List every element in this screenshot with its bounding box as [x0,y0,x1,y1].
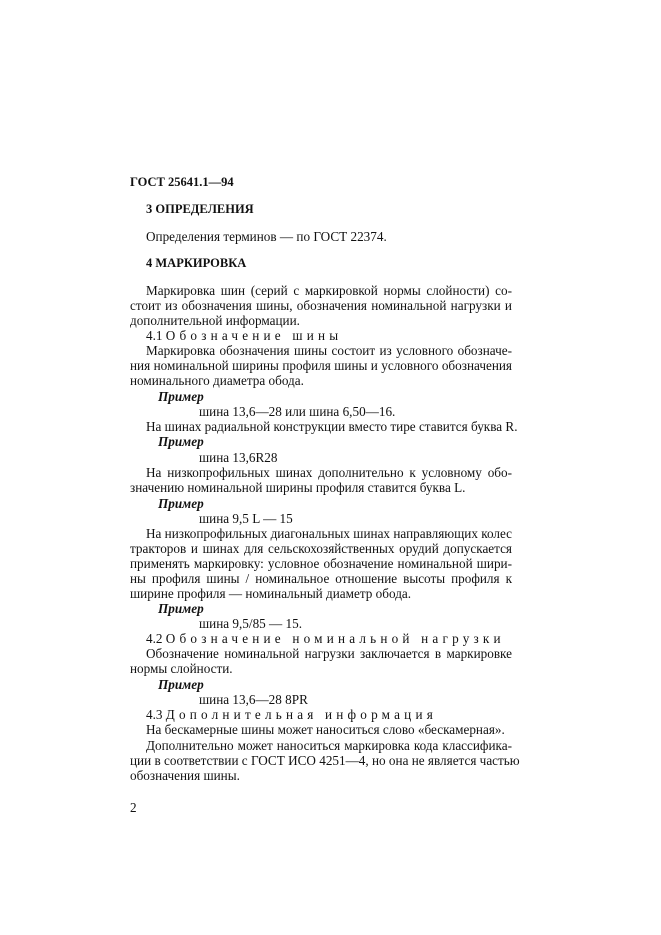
paragraph-line: применять маркировку: условное обозначение номинальной шири- [130,556,512,571]
paragraph-line: Дополнительно может наноситься маркировка кода классифика- [146,738,512,753]
paragraph-line: ния номинальной ширины профиля шины и условного обозначения [130,358,512,373]
example-value: шина 13,6—28 или шина 6,50—16. [199,404,396,419]
paragraph-line: Маркировка шин (серий с маркировкой нормы слойности) со- [146,283,512,298]
example-label: Пример [158,434,204,449]
subsection-title: Обозначение шины [165,328,343,343]
paragraph-line: тракторов и шинах для сельскохозяйственных орудий допускается [130,541,512,556]
page-number: 2 [130,800,137,815]
subsection-4-3-heading [146,707,528,722]
paragraph-line: ширине профиля — номинальный диаметр обода. [130,586,412,601]
example-label: Пример [158,389,204,404]
paragraph-line: Маркировка обозначения шины состоит из условного обозначе- [146,343,512,358]
example-label: Пример [158,496,204,511]
example-label: Пример [158,601,204,616]
section-4-title: 4 МАРКИРОВКА [146,256,247,270]
example-value: шина 13,6—28 8PR [199,692,308,707]
paragraph-line: номинального диаметра обода. [130,373,304,388]
subsection-number: 4.1 [146,328,163,343]
document-header: ГОСТ 25641.1—94 [130,175,234,189]
paragraph-line: стоит из обозначения шины, обозначения номинальной нагрузки и [130,298,512,313]
subsection-4-2-heading [146,631,528,646]
subsection-number: 4.3 [146,707,163,722]
paragraph-line: На низкопрофильных диагональных шинах направляющих колес [146,526,512,541]
section-3-title: 3 ОПРЕДЕЛЕНИЯ [146,202,254,216]
paragraph-line: На низкопрофильных шинах дополнительно к условному обо- [146,465,512,480]
example-label: Пример [158,677,204,692]
paragraph-line: На шинах радиальной конструкции вместо тире ставится буква R. [146,419,518,434]
example-value: шина 9,5 L — 15 [199,511,293,526]
section-3-text: Определения терминов — по ГОСТ 22374. [146,229,387,244]
paragraph-line: На бескамерные шины может наноситься слово «бескамерная». [146,722,505,737]
subsection-title: Дополнительная информация [165,707,437,722]
paragraph-line: дополнительной информации. [130,313,300,328]
paragraph-line: ции в соответствии с ГОСТ ИСО 4251—4, но она не является частью [130,753,520,768]
example-value: шина 9,5/85 — 15. [199,616,303,631]
subsection-title: Обозначение номинальной нагрузки [165,631,505,646]
paragraph-line: нормы слойности. [130,661,233,676]
paragraph-line: обозначения шины. [130,768,240,783]
paragraph-line: ны профиля шины / номинальное отношение высоты профиля к [130,571,512,586]
paragraph-line: значению номинальной ширины профиля ставится буква L. [130,480,466,495]
subsection-4-1-heading [146,328,528,343]
paragraph-line: Обозначение номинальной нагрузки заключается в маркировке [146,646,512,661]
subsection-number: 4.2 [146,631,163,646]
example-value: шина 13,6R28 [199,450,278,465]
